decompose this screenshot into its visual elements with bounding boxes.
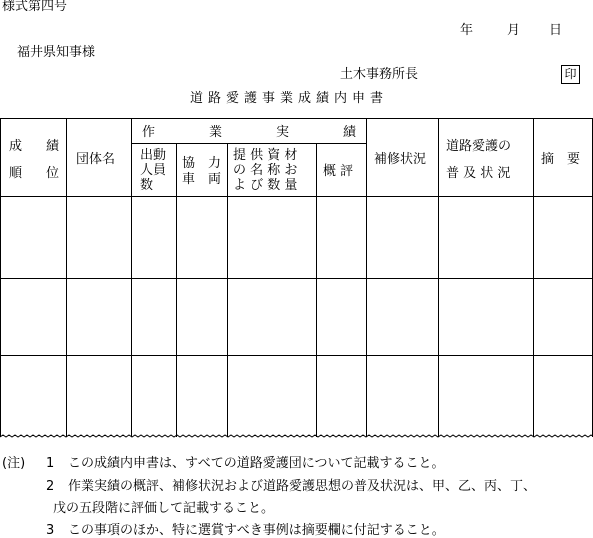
date-month-label: 月 [507, 23, 521, 38]
note-2-text-continued: 戊の五段階に評価して記載すること。 [53, 501, 275, 516]
header-vehicles-char: 両 [207, 172, 221, 187]
header-rank-char: 成 [9, 139, 23, 154]
date-day-label: 日 [549, 23, 563, 38]
header-participants [140, 149, 166, 192]
header-vehicles-char: 力 [207, 156, 221, 171]
header-materials-line: の 名 称 お [233, 163, 298, 178]
header-repair-status: 補修状況 [374, 152, 427, 167]
header-participants-line: 人員 [140, 163, 167, 178]
header-work-char: 業 [208, 125, 222, 140]
note-2-text: 作業実績の概評、補修状況および道路愛護思想の普及状況は、甲、乙、丙、丁、 [68, 479, 537, 494]
note-3-text: この事項のほか、特に選賞すべき事例は摘要欄に付記すること。 [68, 523, 445, 538]
document-title: 道路愛護事業成績内申書 [190, 91, 389, 106]
header-work-results [142, 126, 356, 139]
header-group-name: 団体名 [76, 152, 116, 167]
header-rank-char: 位 [45, 166, 59, 181]
header-materials [233, 149, 297, 192]
header-vehicles-char: 車 [182, 172, 196, 187]
header-vehicles-char: 協 [182, 156, 196, 171]
header-rank-char: 順 [9, 166, 23, 181]
header-vehicles-top [182, 157, 221, 170]
header-materials-line: 提 供 資 材 [233, 148, 298, 163]
header-spread-bottom: 普 及 状 況 [446, 166, 511, 181]
header-participants-line: 出動 [140, 148, 167, 163]
header-spread-top: 道路愛護の [446, 139, 512, 154]
form-number: 様式第四号 [2, 0, 68, 14]
sender: 土木事務所長 [340, 67, 419, 82]
date-year-label: 年 [460, 23, 474, 38]
note-2-number: 2 [46, 479, 55, 494]
header-work-char: 作 [142, 125, 156, 140]
header-evaluation: 概 評 [323, 164, 354, 179]
seal-stamp: 印 [561, 65, 580, 84]
header-rank-char: 績 [45, 139, 59, 154]
note-1-number: 1 [46, 456, 55, 471]
note-1-text: この成績内申書は、すべての道路愛護団について記載すること。 [68, 456, 445, 471]
notes-label: (注) [2, 456, 26, 471]
header-work-char: 績 [342, 125, 356, 140]
addressee: 福井県知事様 [17, 45, 96, 60]
header-rank-bottom [9, 167, 59, 180]
header-participants-line: 数 [140, 178, 154, 193]
header-rank-top [9, 140, 59, 153]
note-3-number: 3 [46, 523, 55, 538]
header-remarks: 摘 要 [541, 152, 581, 167]
header-work-char: 実 [275, 125, 289, 140]
header-vehicles-bottom [182, 173, 221, 186]
header-materials-line: よ び 数 量 [233, 178, 298, 193]
